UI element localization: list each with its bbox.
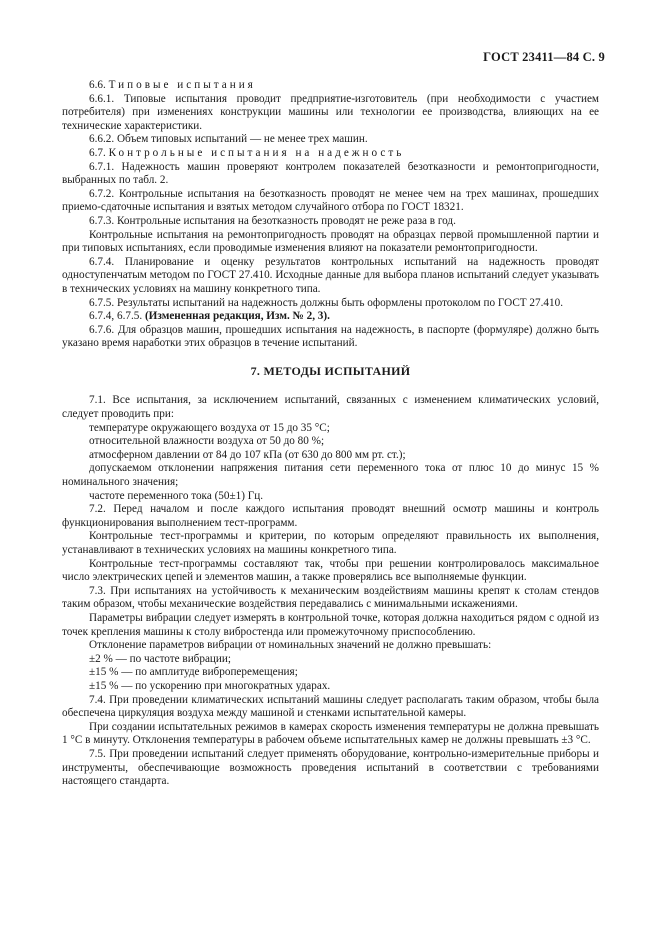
clause-number: 7.1. — [89, 394, 106, 407]
clause-text: частоте переменного тока (50±1) Гц. — [89, 489, 264, 502]
section-6-continued — [62, 79, 599, 351]
clause-text: Контрольные испытания на надежность — [108, 146, 405, 159]
clause-number: 6.7.6. — [89, 323, 115, 336]
paragraph — [62, 721, 599, 748]
paragraph — [62, 490, 599, 504]
paragraph — [62, 147, 599, 161]
clause-text: Контрольные тест-программы и критерии, по которым определяют правильность их выполнения, устанавливают в технических условиях на машины конкретного типа. — [62, 530, 599, 556]
section-title: 7. МЕТОДЫ ИСПЫТАНИЙ — [250, 363, 411, 378]
clause-text: Контрольные испытания на безотказность проводят не менее чем на трех машинах, прошедших приемо-сдаточные испытания и взятых методом случайного отбора по ГОСТ 18321. — [62, 187, 600, 214]
paragraph — [62, 229, 599, 256]
clause-text: атмосферном давлении от 84 до 107 кПа (от 630 до 800 мм рт. ст.); — [89, 448, 406, 461]
clause-text: относительной влажности воздуха от 50 до 80 %; — [89, 435, 325, 448]
paragraph — [62, 585, 599, 612]
clause-number: 6.7.4, 6.7.5. — [89, 310, 143, 323]
clause-text: Перед началом и после каждого испытания проводят внешний осмотр машины и контроль функционирования выполнением тест-программ. — [62, 503, 599, 529]
clause-number: 7.4. — [89, 693, 106, 706]
paragraph — [62, 639, 599, 653]
clause-text: Отклонение параметров вибрации от номинальных значений не должно превышать: — [89, 639, 492, 652]
paragraph — [62, 503, 599, 530]
clause-number: 6.7.1. — [89, 160, 115, 173]
clause-text: ±15 % — по ускорению при многократных ударах. — [89, 679, 331, 692]
paragraph — [62, 93, 599, 134]
clause-text: ±15 % — по амплитуде виброперемещения; — [89, 666, 298, 679]
clause-text: Типовые испытания — [108, 79, 256, 91]
clause-text: При проведении испытаний следует применять оборудование, контрольно-измерительные приборы и инструменты, обеспечивающие возможность проведения испытаний в соответствии с требованиями настоящего стандарта. — [62, 747, 600, 788]
clause-text: ±2 % — по частоте вибрации; — [89, 652, 231, 665]
clause-text: Все испытания, за исключением испытаний, связанных с изменением климатических условий, следует проводить при: — [62, 394, 599, 421]
paragraph — [62, 462, 599, 489]
paragraph — [62, 558, 599, 585]
clause-number: 6.7.2. — [89, 187, 115, 200]
clause-text: При проведении климатических испытаний машины следует располагать таким образом, чтобы была обеспечена циркуляция воздуха между машиной и стенками испытательной камеры. — [62, 693, 600, 720]
paragraph — [62, 530, 599, 557]
paragraph — [62, 666, 599, 680]
clause-text: При испытаниях на устойчивость к механическим воздействиям машины крепят к столам стендов таким образом, чтобы механические воздействия передавались с минимальными искажениями. — [62, 584, 599, 611]
clause-text: Надежность машин проверяют контролем показателей безотказности и ремонтопригодности, выбранных по табл. 2. — [62, 160, 600, 187]
paragraph — [62, 256, 599, 297]
clause-number: 7.5. — [89, 747, 106, 760]
clause-text: Типовые испытания проводит предприятие-изготовитель (при необходимости с участием потребителя) при изменениях конструкции машины или технологии ее производства, влияющих на ее технические характеристики. — [62, 92, 599, 132]
clause-text: Результаты испытаний на надежность должны быть оформлены протоколом по ГОСТ 27.410. — [116, 296, 563, 309]
clause-text: Контрольные тест-программы составляют так, чтобы при решении контролировалось максимальное число электрических цепей и элементов машин, а также проверялись все выполняемые функции. — [62, 557, 599, 584]
paragraph — [62, 422, 599, 436]
page-header: ГОСТ 23411—84 С. 9 — [483, 50, 605, 64]
paragraph — [62, 133, 599, 147]
paragraph — [62, 310, 599, 324]
clause-text: Для образцов машин, прошедших испытания на надежность, в паспорте (формуляре) должно быть указано время наработки этих образцов в течение испытаний. — [62, 323, 600, 350]
clause-number: 7.3. — [89, 584, 106, 597]
paragraph — [62, 394, 599, 421]
clause-text: Параметры вибрации следует измерять в контрольной точке, которая должна находиться рядом с одной из точек крепления машины к столу вибростенда или промежуточному приспособлению. — [62, 611, 599, 638]
paragraph — [62, 79, 599, 93]
paragraph — [62, 748, 599, 789]
paragraph — [62, 694, 599, 721]
clause-text: температуре окружающего воздуха от 15 до 35 °С; — [89, 421, 330, 434]
clause-text: Контрольные испытания на ремонтопригодность проводят на образцах первой промышленной партии и при типовых испытаниях, если проводимые изменения влияют на показатели ремонтопригодности. — [62, 228, 599, 255]
paragraph — [62, 680, 599, 694]
clause-number: 6.7.4. — [89, 255, 115, 268]
paragraph — [62, 215, 599, 229]
clause-text: При создании испытательных режимов в камерах скорость изменения температуры не должна превышать 1 °С в минуту. Отклонения температуры в рабочем объеме испытательных камер не должны превышать ±3 °С. — [62, 720, 599, 747]
clause-number: 6.6.1. — [89, 92, 115, 105]
clause-text: Контрольные испытания на безотказность проводят не реже раза в год. — [116, 214, 456, 227]
clause-number: 6.7. — [89, 146, 106, 159]
clause-text: допускаемом отклонении напряжения питания сети переменного тока от плюс 10 до минус 15 % номинального значения; — [62, 462, 599, 489]
clause-number: 6.7.5. — [89, 296, 115, 309]
paragraph — [62, 297, 599, 311]
paragraph — [62, 653, 599, 667]
section-7 — [62, 394, 599, 788]
clause-text: Объем типовых испытаний — не менее трех машин. — [116, 133, 368, 146]
clause-text: (Измененная редакция, Изм. № 2, 3). — [144, 310, 330, 323]
clause-text: Планирование и оценку результатов контрольных испытаний на надежность проводят одноступенчатым методом по ГОСТ 27.410. Исходные данные для выбора планов испытаний следует указывать в технических условиях на машину конкретного типа. — [62, 255, 599, 295]
paragraph — [62, 324, 599, 351]
paragraph — [62, 449, 599, 463]
paragraph — [62, 435, 599, 449]
paragraph — [62, 612, 599, 639]
document-body — [62, 79, 599, 789]
paragraph — [62, 161, 599, 188]
clause-number: 6.6.2. — [89, 133, 115, 146]
clause-number: 7.2. — [89, 503, 106, 516]
clause-number: 6.7.3. — [89, 214, 115, 227]
paragraph — [62, 188, 599, 215]
clause-number: 6.6. — [89, 79, 106, 91]
